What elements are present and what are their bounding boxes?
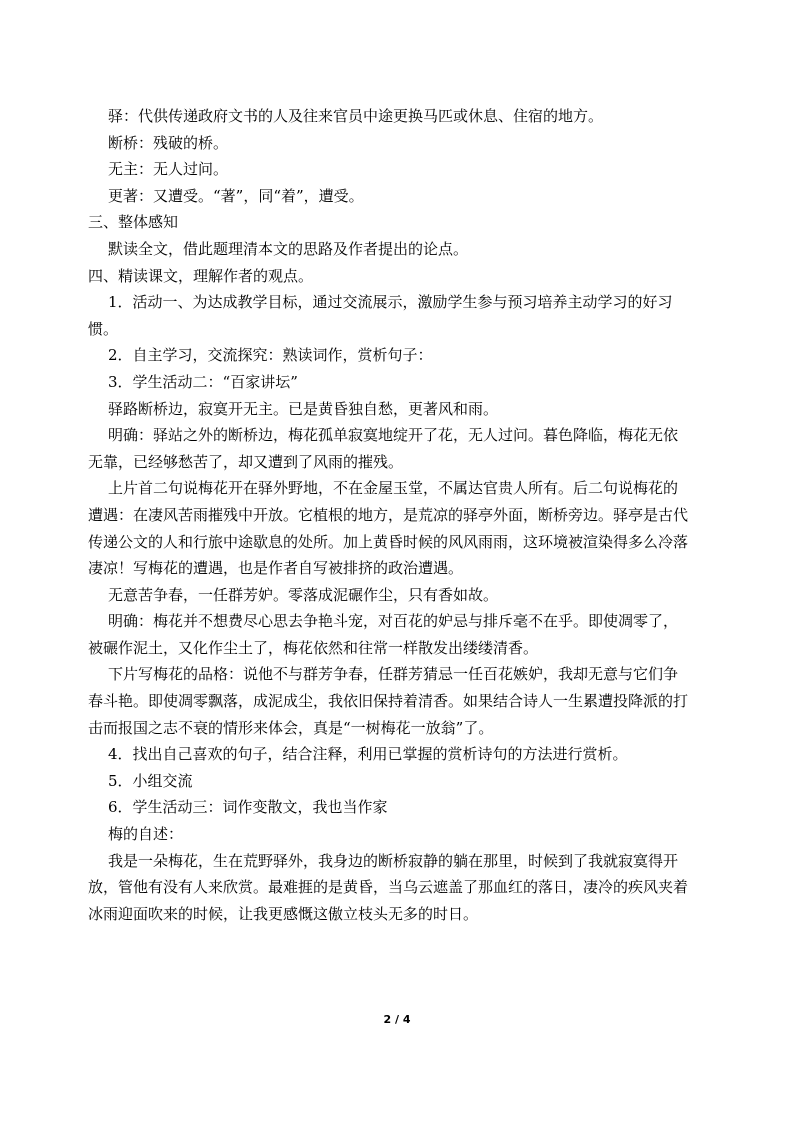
text-line: 凄凉！写梅花的遭遇，也是作者自写被排挤的政治遭遇。 [88, 559, 464, 578]
text-line: 惯。 [88, 319, 119, 338]
text-line: 无主：无人过问。 [108, 160, 229, 179]
text-line: 驿路断桥边，寂寞开无主。已是黄昏独自愁，更著风和雨。 [108, 399, 499, 418]
text-line: 梅的自述： [108, 825, 184, 844]
text-line: 2．自主学习，交流探究：熟读词作，赏析句子： [108, 346, 433, 365]
page-number: 2 / 4 [383, 1013, 411, 1026]
text-line: 驿：代供传递政府文书的人及往来官员中途更换马匹或休息、住宿的地方。 [108, 107, 604, 125]
text-line: 春斗艳。即使凋零飘落，成泥成尘，我依旧保持着清香。如果结合诗人一生累遭投降派的打 [88, 692, 689, 711]
text-line: 三、整体感知 [88, 213, 179, 232]
document-body [88, 103, 708, 927]
text-line: 我是一朵梅花，生在荒野驿外，我身边的断桥寂静的躺在那里，时候到了我就寂寞得开 [108, 851, 679, 870]
text-line: 无靠，已经够愁苦了，却又遭到了风雨的摧残。 [88, 452, 404, 471]
text-line: 明确：驿站之外的断桥边，梅花孤单寂寞地绽开了花，无人过问。暮色降临，梅花无依 [108, 426, 679, 445]
text-line: 四、精读课文，理解作者的观点。 [88, 266, 314, 285]
text-line: 遭遇：在凄风苦雨摧残中开放。它植根的地方，是荒凉的驿亭外面，断桥旁边。驿亭是古代 [88, 505, 689, 524]
text-line: 被碾作泥土，又化作尘土了，梅花依然和往常一样散发出缕缕清香。 [88, 638, 539, 657]
text-line: 击而报国之志不衰的情形来体会，真是“一树梅花一放翁”了。 [88, 718, 494, 737]
text-line: 6．学生活动三：词作变散文，我也当作家 [108, 798, 388, 817]
text-line: 冰雨迎面吹来的时候，让我更感慨这傲立枝头无多的时日。 [88, 904, 479, 923]
text-line: 断桥：残破的桥。 [108, 133, 229, 152]
text-line: 4．找出自己喜欢的句子，结合注释，利用已掌握的赏析诗句的方法进行赏析。 [108, 745, 628, 764]
text-line: 明确：梅花并不想费尽心思去争艳斗宠，对百花的妒忌与排斥毫不在乎。即使凋零了， [108, 612, 679, 631]
text-line: 1．活动一、为达成教学目标，通过交流展示，激励学生参与预习培养主动学习的好习 [108, 293, 673, 312]
text-line: 5．小组交流 [108, 771, 193, 790]
text-line: 传递公文的人和行旅中途歇息的处所。加上黄昏时候的风风雨雨，这环境被渲染得多么冷落 [88, 532, 689, 551]
text-line: 上片首二句说梅花开在驿外野地，不在金屋玉堂，不属达官贵人所有。后二句说梅花的 [108, 479, 679, 498]
text-line: 更著：又遭受。“著”，同“着”，遭受。 [108, 186, 364, 205]
text-line: 放，管他有没有人来欣赏。最难捱的是黄昏，当乌云遮盖了那血红的落日，凄冷的疾风夹着 [88, 878, 689, 897]
text-line: 下片写梅花的品格：说他不与群芳争春，任群芳猜忌一任百花嫉妒，我却无意与它们争 [108, 665, 679, 684]
text-line: 默读全文，借此题理清本文的思路及作者提出的论点。 [108, 239, 469, 258]
text-line: 3．学生活动二：“百家讲坛” [108, 372, 298, 391]
text-line: 无意苦争春，一任群芳妒。零落成泥碾作尘，只有香如故。 [108, 585, 499, 604]
